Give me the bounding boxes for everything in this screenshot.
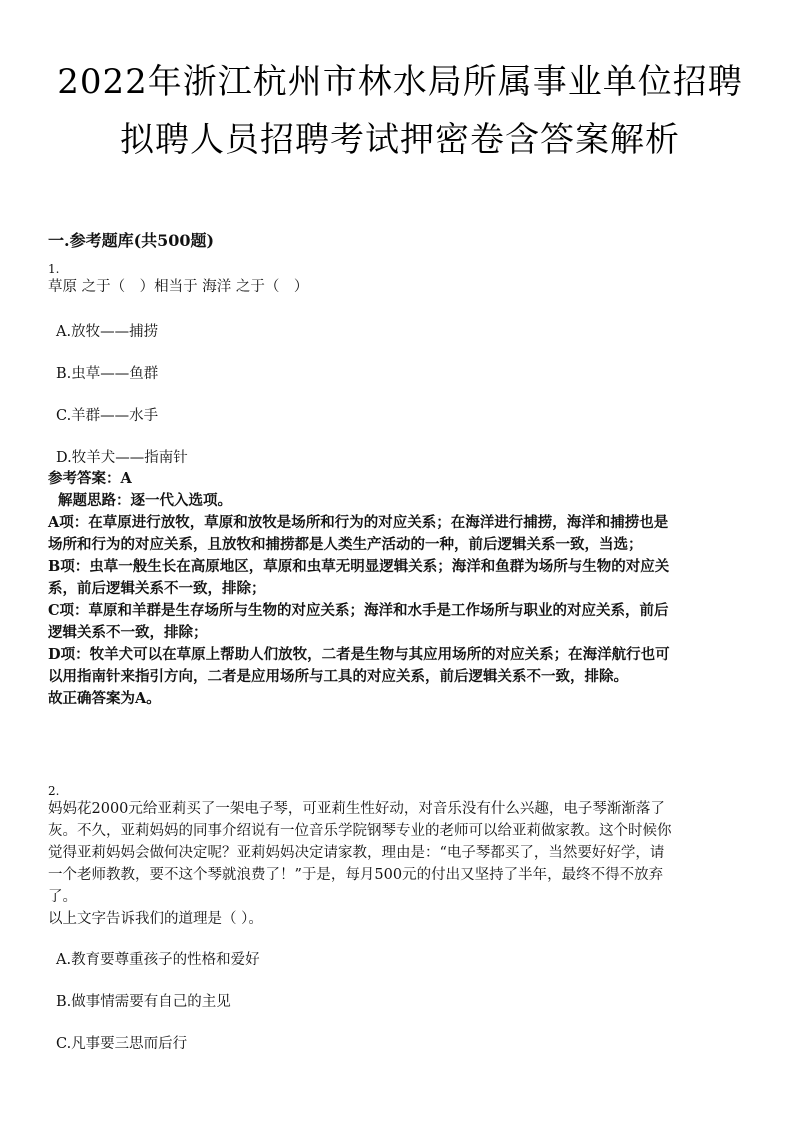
question-1: [48, 262, 748, 298]
analysis-line: 系，前后逻辑关系不一致，排除；: [48, 580, 266, 597]
option-b: B.虫草——鱼群: [56, 366, 159, 382]
section-heading: 一.参考题库(共500题): [48, 231, 215, 250]
question-stem: 草原 之于（ ）相当于 海洋 之于（ ）: [48, 279, 309, 295]
question-number: 1.: [48, 262, 60, 276]
option-d: D.牧羊犬——指南针: [56, 450, 188, 466]
question-number: 2.: [48, 784, 60, 798]
analysis-line: A项：在草原进行放牧，草原和放牧是场所和行为的对应关系；在海洋进行捕捞，海洋和捕捞也是: [48, 514, 669, 531]
option-b: B.做事情需要有自己的主见: [56, 994, 231, 1010]
question-stem-line: 了。: [48, 889, 77, 905]
analysis-line: 逻辑关系不一致，排除；: [48, 624, 208, 641]
question-stem-line: 以上文字告诉我们的道理是（ ）。: [48, 911, 263, 927]
question-stem-line: 灰。不久，亚莉妈妈的同事介绍说有一位音乐学院钢琴专业的老师可以给亚莉做家教。这个时候你: [48, 823, 672, 839]
answer-block: [48, 468, 753, 710]
option-a: A.教育要尊重孩子的性格和爱好: [56, 952, 260, 968]
analysis-line: 场所和行为的对应关系，且放牧和捕捞都是人类生产活动的一种，前后逻辑关系一致，当选；: [48, 536, 643, 553]
question-stem-line: 觉得亚莉妈妈会做何决定呢？亚莉妈妈决定请家教，理由是：“电子琴都买了，当然要好好学，请: [48, 845, 665, 861]
question-stem-line: 妈妈花2000元给亚莉买了一架电子琴，可亚莉生性好动，对音乐没有什么兴趣，电子琴渐渐落了: [48, 801, 665, 817]
analysis-line: D项：牧羊犬可以在草原上帮助人们放牧，二者是生物与其应用场所的对应关系；在海洋航行也可: [48, 646, 670, 663]
question-stem-line: 一个老师教教，要不这个琴就浪费了！”于是，每月500元的付出又坚持了半年，最终不得不放弃: [48, 867, 664, 883]
option-c: C.羊群——水手: [56, 408, 159, 424]
option-a: A.放牧——捕捞: [56, 324, 159, 340]
analysis-line: 以用指南针来指引方向，二者是应用场所与工具的对应关系，前后逻辑关系不一致，排除。: [48, 668, 628, 685]
document-title-line-1: 2022年浙江杭州市林水局所属事业单位招聘: [57, 62, 743, 102]
document-title-line-2: 拟聘人员招聘考试押密卷含答案解析: [120, 120, 680, 160]
analysis-line: 解题思路：逐一代入选项。: [58, 492, 232, 509]
analysis-line: B项：虫草一般生长在高原地区，草原和虫草无明显逻辑关系；海洋和鱼群为场所与生物的对应关: [48, 558, 670, 575]
analysis-line: 故正确答案为A。: [48, 690, 161, 707]
analysis-line: C项：草原和羊群是生存场所与生物的对应关系；海洋和水手是工作场所与职业的对应关系，前后: [48, 602, 669, 619]
option-c: C.凡事要三思而后行: [56, 1036, 188, 1052]
answer-label: 参考答案：A: [48, 470, 132, 487]
question-2: [48, 784, 748, 930]
